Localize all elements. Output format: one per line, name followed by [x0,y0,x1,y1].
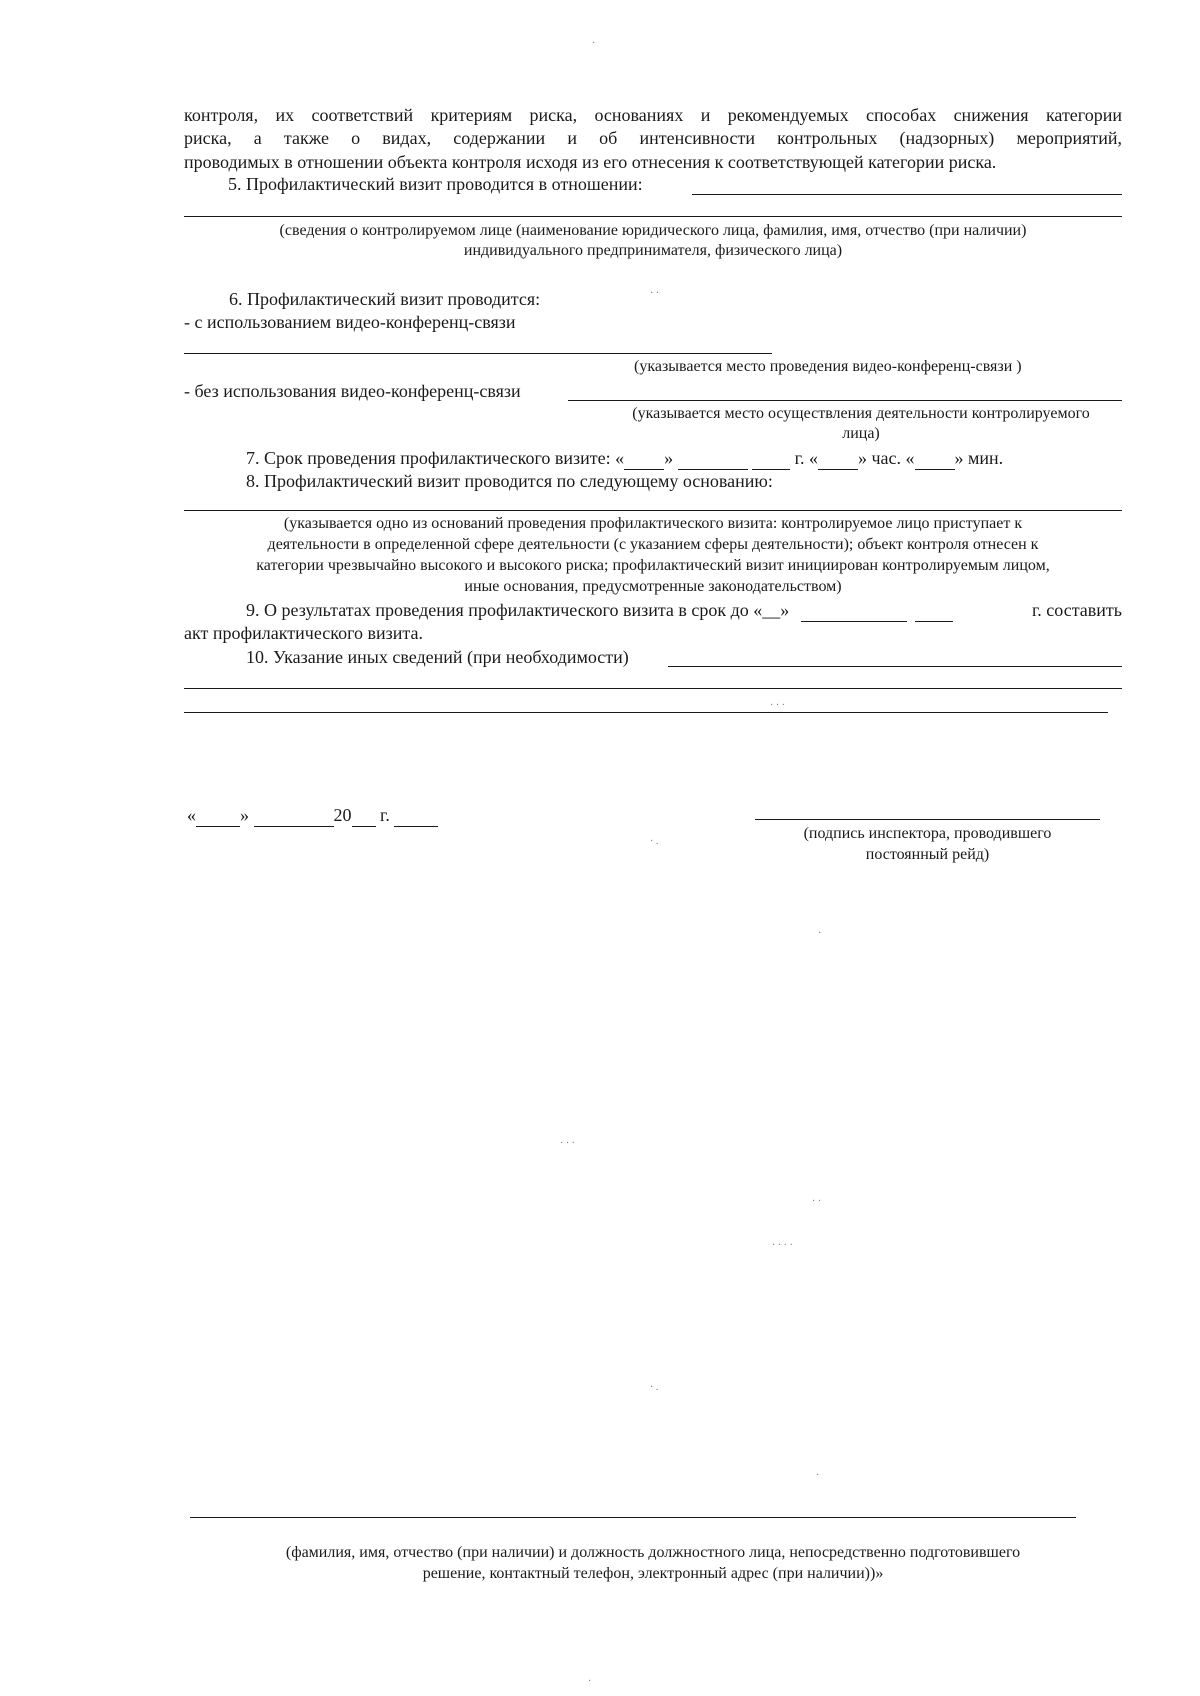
inspector-signature-field[interactable] [755,819,1100,820]
item6-label: 6. Профилактический визит проводится: [229,289,541,309]
intro-line-2: риска, а также о видах, содержании и об интенсивности контрольных (надзорных) мероприятий, [184,128,1122,148]
item10-field-line-3[interactable] [184,712,1108,713]
item10-inline-field[interactable] [668,666,1122,667]
item7-close-quote: » [664,448,674,468]
signature-date-row [187,804,438,827]
inspector-hint-line-1: (подпись инспектора, проводившего [803,825,1052,842]
inspector-hint-line-2: постоянный рейд) [865,846,990,863]
item6-option-video-hint: (указывается место проведения видео-конференц-связи ) [634,358,1022,375]
item6-option-no-video-hint-line-1: (указывается место осуществления деятельности контролируемого [632,405,1090,422]
scan-speck: · [592,38,596,49]
date-day-field[interactable] [196,804,240,827]
item8-hint-line-1: (указывается одно из оснований проведения профилактического визита: контролируемое лицо приступает к [283,515,1023,532]
item5-inline-field[interactable] [692,194,1122,195]
item5-hint-line-2: индивидуального предпринимателя, физического лица) [463,242,843,259]
date-extra-field[interactable] [394,804,438,827]
item10-field-line-2[interactable] [184,688,1122,689]
scan-speck: · [818,928,822,939]
item9-line-2: акт профилактического визита. [184,623,423,643]
intro-line-1: контроля, их соответствий критериям риска, основаниях и рекомендуемых способах снижения категории [184,105,1122,125]
author-field[interactable] [190,1517,1076,1518]
date-year-prefix: 20 [333,805,352,825]
scan-speck: · · · · [772,1240,793,1251]
footer-hint-line-1: (фамилия, имя, отчество (при наличии) и должность должностного лица, непосредственно подготовившего [285,1544,1021,1561]
scan-speck: · . [650,1382,659,1393]
item6-option-video: - с использованием видео-конференц-связи [184,312,516,332]
date-year-suffix: г. [380,805,390,825]
item7-year-field[interactable] [752,447,790,470]
item10-label: 10. Указание иных сведений (при необходимости) [246,647,629,667]
item7-day-field[interactable] [624,447,664,470]
item9-part-1: 9. О результатах проведения профилактического визита в срок до «__» [246,600,790,620]
date-open-quote: « [187,805,196,825]
scan-speck: · · [812,1196,822,1207]
scan-speck: · [588,1676,592,1687]
scan-speck: · [816,1470,820,1481]
item7-month-field[interactable] [678,447,748,470]
date-close-quote: » [240,805,249,825]
item9-row [246,599,1122,622]
item8-hint-line-4: иные основания, предусмотренные законодательством) [464,578,842,595]
item7-row [246,447,1003,470]
scan-speck: · . [650,836,659,847]
item8-label: 8. Профилактический визит проводится по следующему основанию: [246,471,773,491]
item9-part-2: г. составить [1031,600,1122,620]
item9-month-field[interactable] [801,599,907,622]
intro-line-3: проводимых в отношении объекта контроля исходя из его отнесения к соответствующей категории риска. [184,152,997,172]
item7-minute-field[interactable] [915,447,955,470]
item7-year-suffix: г. « [794,448,818,468]
item7-hour-suffix: » час. « [857,448,915,468]
item7-label: 7. Срок проведения профилактического визите: « [246,448,625,468]
item6-option-no-video-hint-line-2: лица) [842,425,880,442]
item8-hint-line-3: категории чрезвычайно высокого и высокого риска; профилактический визит инициирован контролируемым лицом, [256,557,1050,574]
item7-minute-suffix: » мин. [954,448,1004,468]
scan-speck: · · · [770,700,785,711]
item6-option-no-video: - без использования видео-конференц-связи [184,381,521,401]
item6-video-place-field[interactable] [184,353,772,354]
item9-year-field[interactable] [915,599,953,622]
item7-hour-field[interactable] [818,447,858,470]
footer-hint-line-2: решение, контактный телефон, электронный адрес (при наличии))» [422,1565,884,1582]
date-year-field[interactable] [352,804,376,827]
scan-speck: · · · [560,1138,575,1149]
item5-hint-line-1: (сведения о контролируемом лице (наименование юридического лица, фамилия, имя, отчество (при наличии) [279,222,1027,239]
item5-full-field[interactable] [184,216,1122,217]
scan-speck: · · [650,288,660,299]
date-month-field[interactable] [254,804,334,827]
item5-label: 5. Профилактический визит проводится в отношении: [228,174,643,194]
item8-basis-field[interactable] [184,510,1122,511]
item6-no-video-place-field[interactable] [568,400,1122,401]
item8-hint-line-2: деятельности в определенной сфере деятельности (с указанием сферы деятельности); объект контроля отнесен к [267,536,1039,553]
